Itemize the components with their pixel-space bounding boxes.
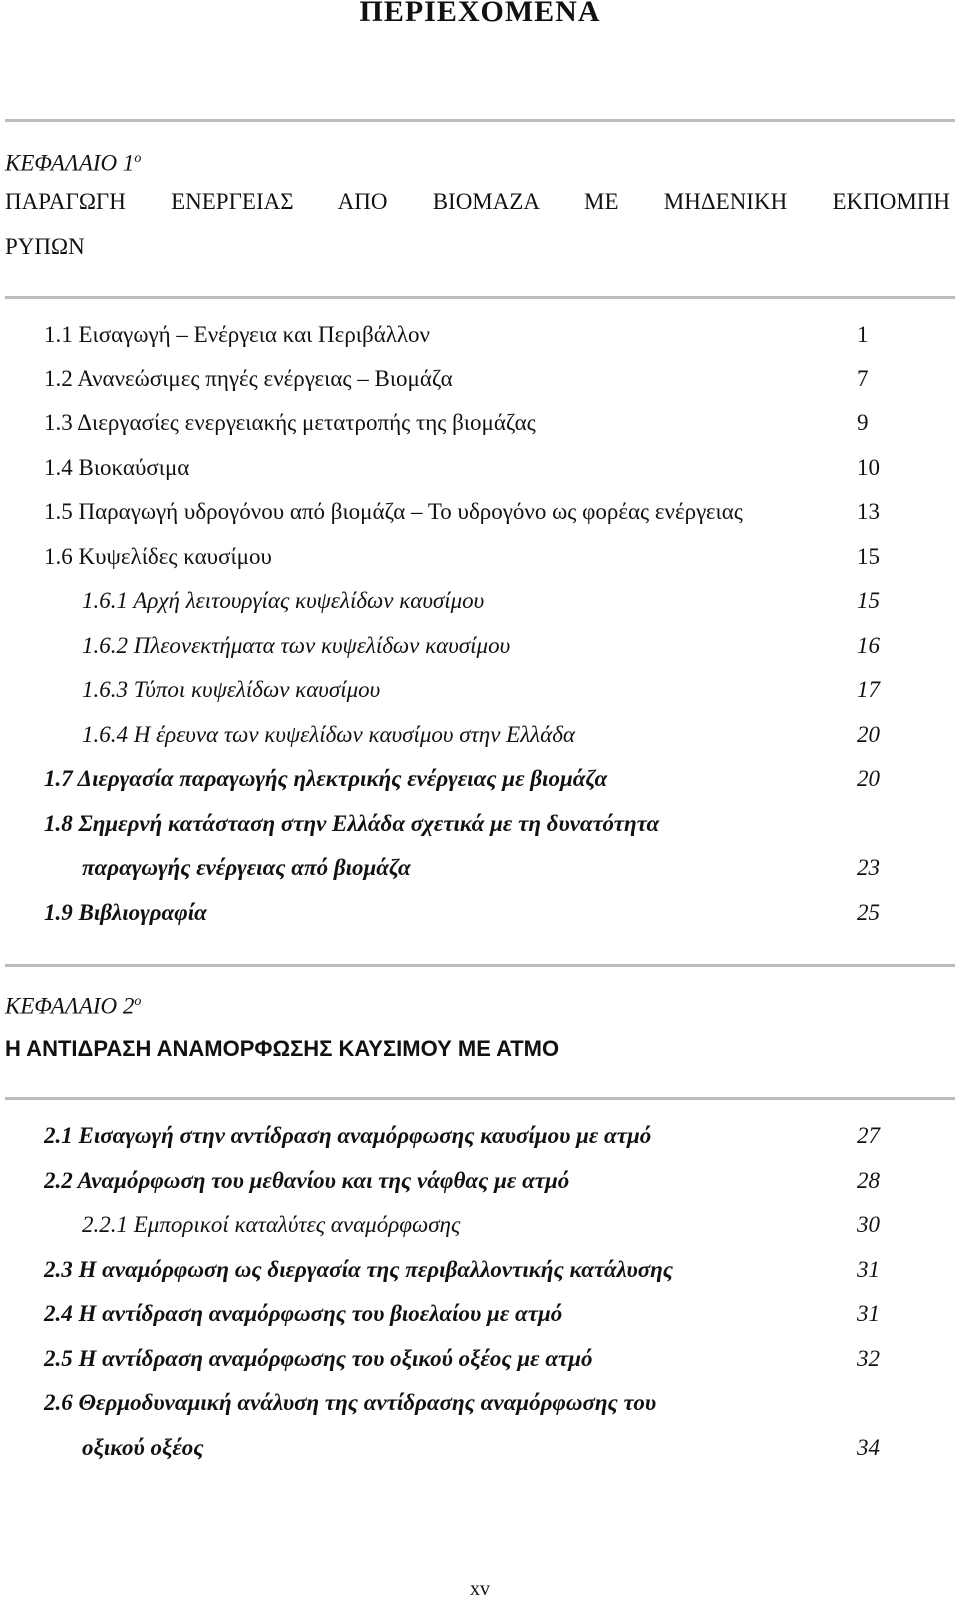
toc-entry[interactable] [44,895,884,931]
toc-subentry[interactable] [82,1207,884,1243]
toc-subentry[interactable] [82,717,884,753]
toc-entry-text: 2.5 Η αντίδραση αναμόρφωσης του οξικού οξέος με ατμό [44,1346,593,1371]
toc-entry[interactable] [44,405,884,441]
divider [5,964,955,967]
toc-entry-text: 2.2 Αναμόρφωση του μεθανίου και της νάφθας με ατμό [44,1168,570,1193]
toc-entry-page: 23 [857,855,880,880]
chapter-2-title: Η ΑΝΤΙΔΡΑΣΗ ΑΝΑΜΟΡΦΩΣΗΣ ΚΑΥΣΙΜΟΥ ΜΕ ΑΤΜΟ [5,1036,560,1061]
chapter-2-label [5,987,141,1022]
toc-entry-text: 1.7 Διεργασία παραγωγής ηλεκτρικής ενέργειας με βιομάζα [44,766,608,791]
toc-entry-page: 7 [857,366,869,391]
toc-entry-page: 1 [857,322,869,347]
toc-entry-continuation[interactable] [82,850,884,886]
toc-entry-page: 20 [857,722,880,747]
toc-entry[interactable] [44,1385,884,1421]
toc-entry[interactable] [44,1118,884,1154]
toc-entry[interactable] [44,450,884,486]
toc-entry-page: 13 [857,499,880,524]
chapter-1-label [5,144,141,179]
toc-entry-text: 1.6.1 Αρχή λειτουργίας κυψελίδων καυσίμου [82,588,485,613]
toc-entry[interactable] [44,1341,884,1377]
divider [5,1097,955,1100]
page-title: ΠΕΡΙΕΧΟΜΕΝΑ [359,0,601,28]
toc-entry-page: 17 [857,677,880,702]
toc-entry-text: 2.6 Θερμοδυναμική ανάλυση της αντίδρασης αναμόρφωσης του [44,1390,657,1415]
toc-entry-page: 31 [857,1301,880,1326]
toc-entry-text: 1.4 Βιοκαύσιμα [44,455,190,480]
toc-entry-page: 10 [857,455,880,480]
chapter-1-label-text: ΚΕΦΑΛΑΙΟ 1 [5,150,135,176]
toc-entry-page: 32 [857,1346,880,1371]
toc-entry[interactable] [44,1163,884,1199]
toc-entry[interactable] [44,361,884,397]
toc-entry-page: 25 [857,900,880,925]
toc-entry-page: 27 [857,1123,880,1148]
toc-entry-page: 15 [857,544,880,569]
toc-entry-page: 31 [857,1257,880,1282]
toc-entry-text: 2.1 Εισαγωγή στην αντίδραση αναμόρφωσης καυσίμου με ατμό [44,1123,652,1148]
toc-entry[interactable] [44,761,884,797]
page-number: xv [470,1578,490,1600]
toc-subentry[interactable] [82,583,884,619]
divider [5,119,955,122]
toc-entry-text: 1.5 Παραγωγή υδρογόνου από βιομάζα – Το υδρογόνο ως φορέας ενέργειας [44,499,743,524]
toc-entry-page: 20 [857,766,880,791]
toc-entry-text: 1.6 Κυψελίδες καυσίμου [44,544,272,569]
toc-entry[interactable] [44,317,884,353]
toc-entry[interactable] [44,494,884,530]
toc-entry-text: 1.3 Διεργασίες ενεργειακής μετατροπής της βιομάζας [44,410,536,435]
toc-entry[interactable] [44,1296,884,1332]
toc-entry[interactable] [44,806,884,842]
toc-entry-text: 1.8 Σημερνή κατάσταση στην Ελλάδα σχετικά με τη δυνατότητα [44,811,660,836]
toc-entry-text: οξικού οξέος [82,1435,204,1460]
toc-entry-page: 34 [857,1435,880,1460]
toc-entry-text: 1.2 Ανανεώσιμες πηγές ενέργειας – Βιομάζα [44,366,453,391]
toc-entry-text: 2.2.1 Εμπορικοί καταλύτες αναμόρφωσης [82,1212,461,1237]
toc-entry-page: 15 [857,588,880,613]
toc-entry-text: 1.9 Βιβλιογραφία [44,900,207,925]
toc-entry-page: 28 [857,1168,880,1193]
toc-entry-page: 9 [857,410,869,435]
divider [5,296,955,299]
chapter-1-title-line-2: ΡΥΠΩΝ [5,234,85,259]
toc-entry[interactable] [44,1252,884,1288]
toc-entry-text: 1.6.4 Η έρευνα των κυψελίδων καυσίμου στην Ελλάδα [82,722,575,747]
toc-entry-page: 30 [857,1212,880,1237]
chapter-1-label-ordinal: ο [134,151,142,166]
toc-entry-text: παραγωγής ενέργειας από βιομάζα [82,855,411,880]
toc-entry[interactable] [44,539,884,575]
toc-entry-text: 1.6.3 Τύποι κυψελίδων καυσίμου [82,677,381,702]
toc-entry-continuation[interactable] [82,1430,884,1466]
toc-entry-page: 16 [857,633,880,658]
toc-entry-text: 2.4 Η αντίδραση αναμόρφωσης του βιοελαίου με ατμό [44,1301,563,1326]
toc-subentry[interactable] [82,628,884,664]
chapter-2-label-text: ΚΕΦΑΛΑΙΟ 2 [5,993,135,1019]
toc-entry-text: 2.3 Η αναμόρφωση ως διεργασία της περιβαλλοντικής κατάλυσης [44,1257,674,1282]
toc-entry-text: 1.1 Εισαγωγή – Ενέργεια και Περιβάλλον [44,322,430,347]
toc-entry-text: 1.6.2 Πλεονεκτήματα των κυψελίδων καυσίμου [82,633,511,658]
chapter-1-title-line-1: ΠΑΡΑΓΩΓΗ ΕΝΕΡΓΕΙΑΣ ΑΠΟ ΒΙΟΜΑΖΑ ΜΕ ΜΗΔΕΝΙΚΗ ΕΚΠΟΜΠΗ [5,189,950,214]
chapter-2-label-ordinal: ο [134,994,142,1009]
toc-subentry[interactable] [82,672,884,708]
